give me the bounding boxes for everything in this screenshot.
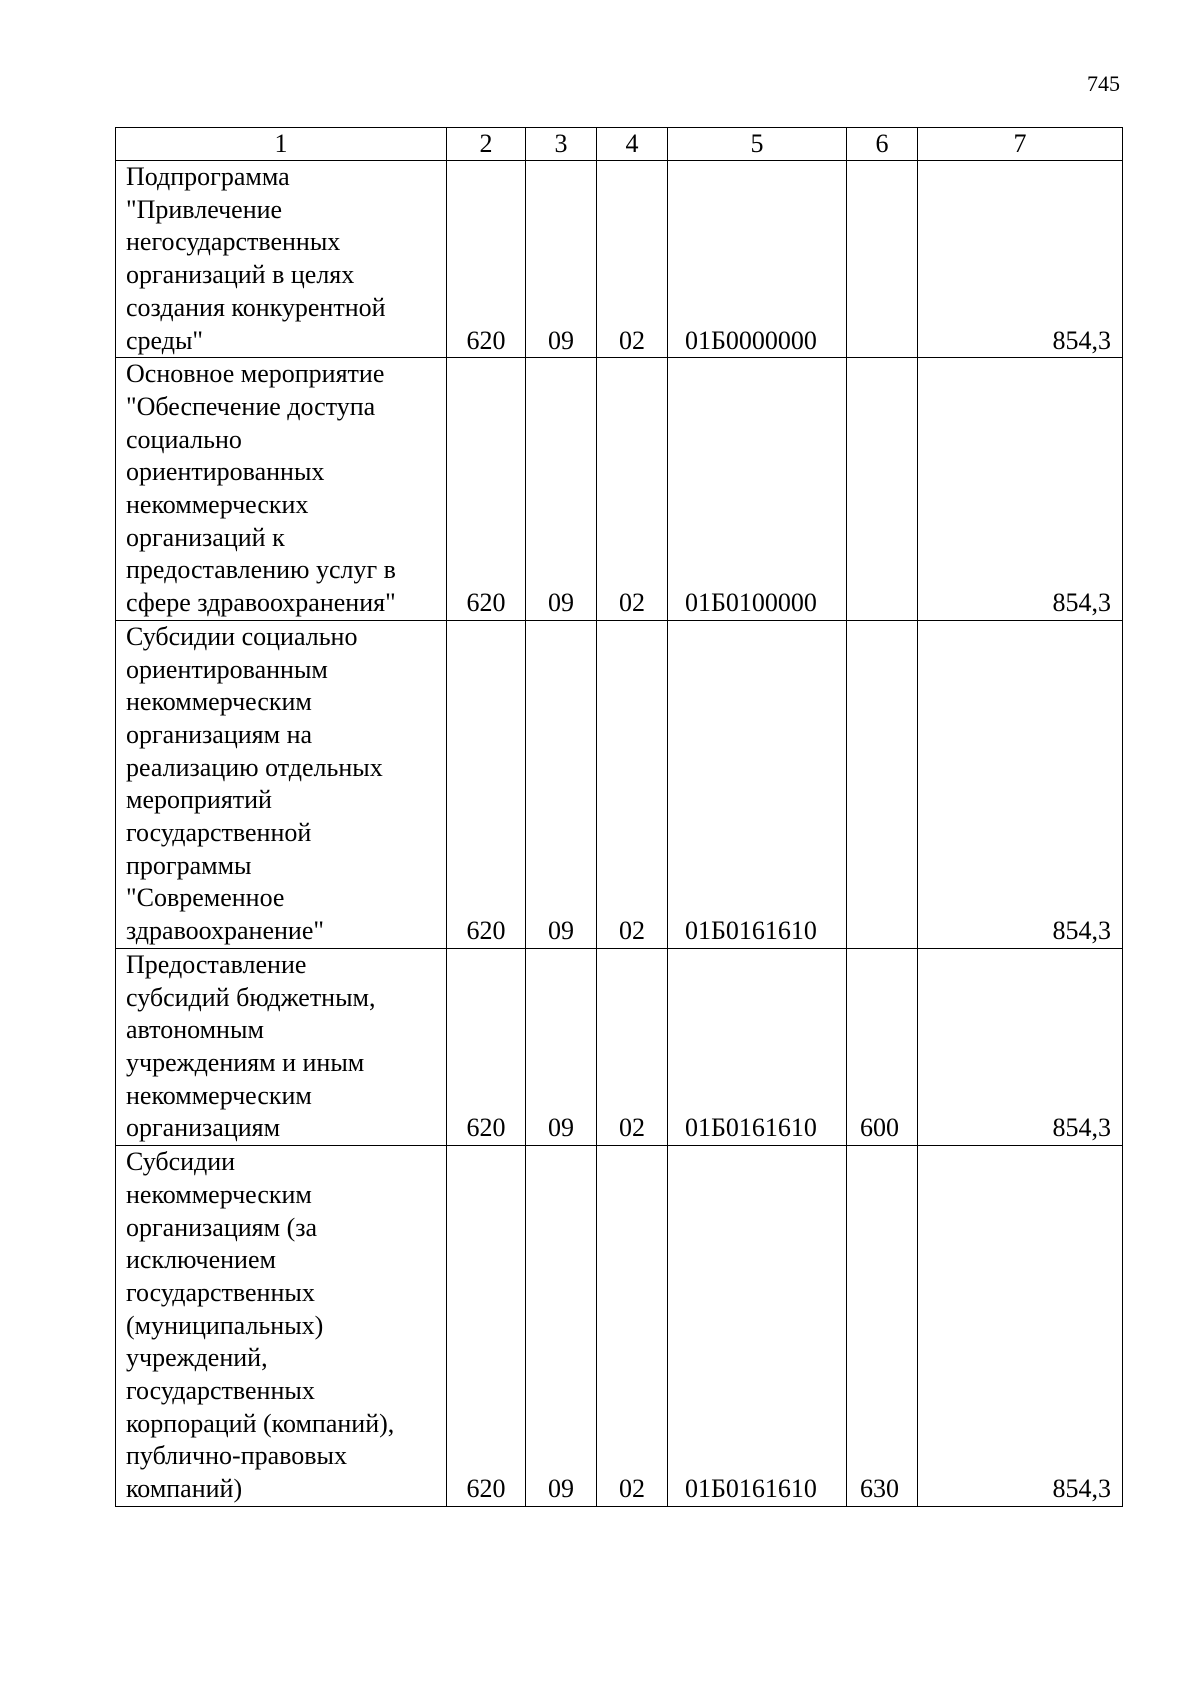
column-header-6: 6 (847, 128, 918, 161)
budget-table (115, 127, 1123, 1507)
table-header-row (116, 128, 1123, 161)
name-line: компаний) (126, 1474, 243, 1504)
table-row (116, 1146, 1123, 1507)
cell-subsection: 02 (597, 358, 668, 621)
name-line: Подпрограмма (126, 162, 290, 191)
name-line: учреждениям и иным (126, 1047, 365, 1077)
cell-grbs: 620 (447, 358, 526, 621)
name-line: реализацию отдельных (126, 752, 383, 782)
column-header-1: 1 (116, 128, 447, 161)
table-row (116, 358, 1123, 621)
cell-name (116, 948, 447, 1145)
name-line: ориентированным (126, 654, 328, 684)
cell-grbs: 620 (447, 948, 526, 1145)
cell-section: 09 (526, 620, 597, 948)
name-line: государственных (126, 1277, 315, 1307)
column-header-5: 5 (668, 128, 847, 161)
cell-expense-type: 600 (847, 948, 918, 1145)
table-row (116, 620, 1123, 948)
name-line: Основное мероприятие (126, 359, 385, 389)
cell-grbs: 620 (447, 620, 526, 948)
table-body (116, 161, 1123, 1507)
cell-target-article: 01Б0100000 (668, 358, 847, 621)
cell-subsection: 02 (597, 620, 668, 948)
name-line: организациям на (126, 719, 313, 749)
name-line: создания конкурентной (126, 292, 386, 322)
name-line: ориентированных (126, 457, 325, 487)
name-line: некоммерческим (126, 1179, 312, 1209)
cell-target-article: 01Б0161610 (668, 948, 847, 1145)
cell-expense-type: 630 (847, 1146, 918, 1507)
cell-target-article: 01Б0000000 (668, 161, 847, 358)
name-line: некоммерческим (126, 1080, 312, 1110)
name-line: "Привлечение (126, 194, 283, 224)
cell-subsection: 02 (597, 1146, 668, 1507)
cell-name (116, 1146, 447, 1507)
cell-expense-type (847, 161, 918, 358)
cell-subsection: 02 (597, 948, 668, 1145)
name-line: негосударственных (126, 227, 341, 257)
cell-section: 09 (526, 358, 597, 621)
name-line: организаций к (126, 522, 285, 552)
cell-amount: 854,3 (918, 620, 1123, 948)
name-line: здравоохранение" (126, 916, 324, 946)
table-row (116, 948, 1123, 1145)
name-line: социально (126, 424, 242, 454)
table-row (116, 161, 1123, 358)
cell-amount: 854,3 (918, 358, 1123, 621)
cell-amount: 854,3 (918, 1146, 1123, 1507)
name-line: среды" (126, 325, 204, 355)
name-line: исключением (126, 1245, 276, 1275)
name-line: организациям (за (126, 1212, 318, 1242)
column-header-7: 7 (918, 128, 1123, 161)
name-line: субсидий бюджетным, (126, 982, 376, 1012)
name-line: корпораций (компаний), (126, 1408, 395, 1438)
column-header-2: 2 (447, 128, 526, 161)
name-line: автономным (126, 1015, 264, 1045)
name-line: учреждений, (126, 1343, 268, 1373)
name-line: публично-правовых (126, 1441, 347, 1471)
name-line: организаций в целях (126, 260, 355, 290)
page-number: 745 (1087, 71, 1120, 96)
cell-section: 09 (526, 1146, 597, 1507)
column-header-3: 3 (526, 128, 597, 161)
cell-amount: 854,3 (918, 948, 1123, 1145)
name-line: некоммерческих (126, 490, 309, 520)
cell-name (116, 620, 447, 948)
cell-name (116, 358, 447, 621)
name-line: Субсидии (126, 1147, 236, 1177)
name-line: (муниципальных) (126, 1310, 324, 1340)
cell-expense-type (847, 358, 918, 621)
column-header-4: 4 (597, 128, 668, 161)
name-line: Субсидии социально (126, 621, 358, 651)
name-line: мероприятий (126, 785, 272, 815)
cell-grbs: 620 (447, 161, 526, 358)
cell-grbs: 620 (447, 1146, 526, 1507)
name-line: "Обеспечение доступа (126, 391, 376, 421)
name-line: государственной (126, 818, 312, 848)
name-line: некоммерческим (126, 687, 312, 717)
cell-expense-type (847, 620, 918, 948)
name-line: Предоставление (126, 949, 307, 979)
name-line: сфере здравоохранения" (126, 588, 396, 618)
cell-section: 09 (526, 948, 597, 1145)
cell-target-article: 01Б0161610 (668, 1146, 847, 1507)
name-line: программы (126, 850, 252, 880)
cell-target-article: 01Б0161610 (668, 620, 847, 948)
cell-amount: 854,3 (918, 161, 1123, 358)
cell-section: 09 (526, 161, 597, 358)
cell-name (116, 161, 447, 358)
name-line: государственных (126, 1376, 315, 1406)
cell-subsection: 02 (597, 161, 668, 358)
name-line: организациям (126, 1113, 281, 1143)
name-line: предоставлению услуг в (126, 555, 396, 585)
name-line: "Современное (126, 883, 285, 913)
